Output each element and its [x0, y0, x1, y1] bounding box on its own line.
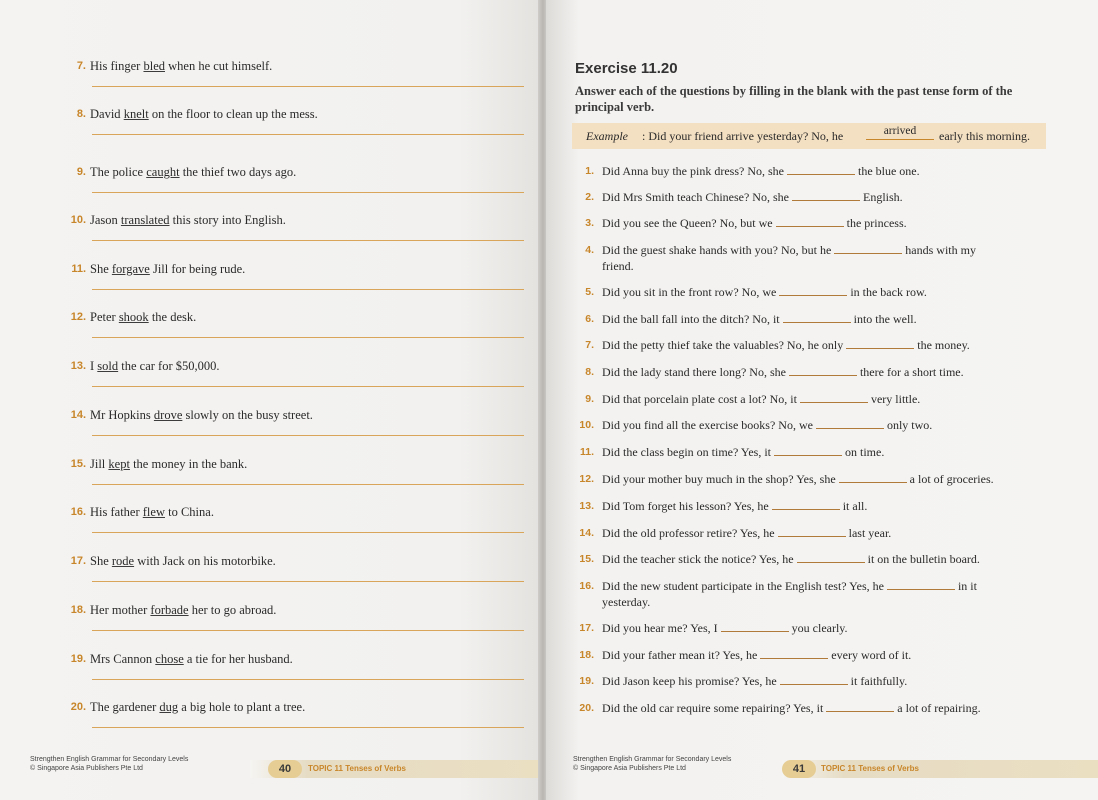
question-end: every word of it.	[831, 648, 912, 662]
question-item	[572, 215, 1042, 231]
answer-blank[interactable]	[783, 311, 851, 323]
item-number: 7.	[585, 339, 594, 351]
question-text	[602, 498, 867, 514]
underlined-verb: dug	[159, 700, 179, 714]
sentence-end: when he cut himself.	[165, 59, 273, 73]
question-text	[602, 551, 980, 567]
publisher-line: Strengthen English Grammar for Secondary Levels	[573, 756, 732, 763]
question-end: a lot of repairing.	[897, 701, 981, 715]
item-sentence	[90, 309, 196, 325]
answer-line[interactable]	[92, 386, 524, 387]
question-item	[572, 578, 1042, 610]
sentence-end: her to go abroad.	[188, 603, 277, 617]
exercise-item	[64, 106, 524, 142]
exercise-item	[64, 58, 524, 94]
question-start: Did the class begin on time? Yes, it	[602, 445, 771, 459]
item-number: 14.	[579, 527, 594, 539]
question-end: very little.	[870, 392, 921, 406]
question-start: Did your mother buy much in the shop? Yes, she	[602, 472, 836, 486]
item-number: 15.	[70, 458, 86, 470]
sentence-start: His father	[90, 505, 143, 519]
exercise-item	[64, 651, 524, 687]
example-box	[572, 123, 1046, 149]
question-end: the blue one.	[857, 164, 920, 178]
sentence-end: the car for $50,000.	[118, 359, 220, 373]
question-start: Did the new student participate in the English test? Yes, he	[602, 579, 884, 593]
item-sentence	[90, 407, 313, 423]
exercise-item	[64, 358, 524, 394]
question-item	[572, 337, 1042, 353]
left-publisher-credit	[30, 755, 188, 773]
question-start: Did the teacher stick the notice? Yes, he	[602, 552, 794, 566]
underlined-verb: chose	[155, 652, 184, 666]
copyright-line: © Singapore Asia Publishers Pte Ltd	[573, 765, 686, 772]
item-sentence	[90, 602, 276, 618]
sentence-end: to China.	[164, 505, 214, 519]
exercise-item	[64, 309, 524, 345]
sentence-start: Mrs Cannon	[90, 652, 156, 666]
sentence-start: Mr Hopkins	[90, 408, 154, 422]
question-item	[572, 391, 1042, 407]
example-after: early this morning.	[939, 129, 1030, 143]
left-topic-label: TOPIC 11 Tenses of Verbs	[308, 764, 406, 773]
question-text	[602, 647, 911, 663]
question-text	[602, 189, 903, 205]
left-page-number: 40	[268, 760, 302, 778]
sentence-end: the money in the bank.	[129, 457, 248, 471]
item-number: 7.	[76, 60, 86, 72]
question-item	[572, 551, 1042, 567]
answer-blank[interactable]	[772, 498, 840, 510]
question-item	[572, 471, 1042, 487]
item-number: 19.	[579, 675, 594, 687]
question-text	[602, 215, 907, 231]
question-text	[602, 364, 964, 380]
item-sentence	[90, 358, 220, 374]
question-item	[572, 525, 1042, 541]
sentence-end: a tie for her husband.	[183, 652, 293, 666]
answer-blank[interactable]	[721, 620, 789, 632]
item-number: 8.	[585, 366, 594, 378]
question-start: Did you find all the exercise books? No, we	[602, 418, 813, 432]
copyright-line: © Singapore Asia Publishers Pte Ltd	[30, 765, 143, 772]
item-number: 15.	[579, 553, 594, 565]
sentence-start: She	[90, 262, 112, 276]
exercise-item	[64, 407, 524, 443]
question-start: Did you hear me? Yes, I	[602, 621, 718, 635]
answer-line[interactable]	[92, 581, 524, 582]
answer-blank[interactable]	[792, 189, 860, 201]
question-text	[602, 163, 920, 179]
underlined-verb: knelt	[123, 107, 149, 121]
answer-line[interactable]	[92, 337, 524, 338]
question-end: there for a short time.	[859, 365, 964, 379]
answer-blank[interactable]	[779, 284, 847, 296]
answer-line[interactable]	[92, 192, 524, 193]
question-item	[572, 242, 1042, 274]
exercise-item	[64, 261, 524, 297]
sentence-start: The gardener	[90, 700, 160, 714]
sentence-end: slowly on the busy street.	[182, 408, 313, 422]
exercise-item	[64, 504, 524, 540]
question-end: last year.	[848, 526, 892, 540]
item-sentence	[90, 699, 305, 715]
answer-blank[interactable]	[800, 391, 868, 403]
question-start: Did the lady stand there long? No, she	[602, 365, 786, 379]
item-number: 10.	[70, 214, 86, 226]
question-item	[572, 444, 1042, 460]
item-number: 14.	[70, 409, 86, 421]
question-end: hands with my	[905, 243, 976, 257]
item-sentence	[90, 58, 272, 74]
question-start: Did the old professor retire? Yes, he	[602, 526, 775, 540]
answer-blank[interactable]	[774, 444, 842, 456]
exercise-item	[64, 553, 524, 589]
item-sentence	[90, 456, 247, 472]
item-number: 6.	[585, 313, 594, 325]
example-label: Example	[586, 129, 628, 143]
answer-blank[interactable]	[787, 163, 855, 175]
sentence-end: on the floor to clean up the mess.	[148, 107, 318, 121]
question-end: it all.	[842, 499, 868, 513]
question-continuation: yesterday.	[602, 595, 651, 609]
question-start: Did your father mean it? Yes, he	[602, 648, 758, 662]
sentence-start: She	[90, 554, 112, 568]
item-sentence	[90, 212, 286, 228]
sentence-start: The police	[90, 165, 147, 179]
question-text	[602, 337, 970, 353]
question-end: the money.	[917, 338, 970, 352]
sentence-start: His finger	[90, 59, 144, 73]
question-start: Did the ball fall into the ditch? No, it	[602, 312, 780, 326]
example-question: : Did your friend arrive yesterday? No, he	[642, 129, 844, 143]
sentence-start: Her mother	[90, 603, 151, 617]
item-number: 13.	[70, 360, 86, 372]
right-topic-label: TOPIC 11 Tenses of Verbs	[821, 764, 919, 773]
item-number: 10.	[579, 419, 594, 431]
underlined-verb: bled	[143, 59, 165, 73]
right-page-number: 41	[782, 760, 816, 778]
item-sentence	[90, 504, 214, 520]
item-number: 18.	[579, 649, 594, 661]
question-start: Did Jason keep his promise? Yes, he	[602, 674, 777, 688]
sentence-end: Jill for being rude.	[149, 262, 246, 276]
answer-blank[interactable]	[826, 700, 894, 712]
underlined-verb: rode	[111, 554, 135, 568]
item-number: 3.	[585, 217, 594, 229]
question-start: Did Tom forget his lesson? Yes, he	[602, 499, 769, 513]
answer-line[interactable]	[92, 484, 524, 485]
question-text	[602, 242, 976, 258]
answer-blank[interactable]	[834, 242, 902, 254]
item-number: 12.	[70, 311, 86, 323]
sentence-end: a big hole to plant a tree.	[178, 700, 306, 714]
right-page	[546, 0, 1098, 800]
exercise-title: Exercise 11.20	[575, 60, 678, 77]
question-text	[602, 444, 884, 460]
answer-blank[interactable]	[816, 417, 884, 429]
question-text	[602, 578, 977, 594]
question-end: the princess.	[846, 216, 907, 230]
question-start: Did the petty thief take the valuables? No, he only	[602, 338, 844, 352]
answer-blank[interactable]	[780, 673, 848, 685]
question-text	[602, 311, 917, 327]
question-text	[602, 471, 994, 487]
question-end: in the back row.	[850, 285, 927, 299]
answer-blank[interactable]	[797, 551, 865, 563]
answer-line[interactable]	[92, 727, 524, 728]
item-number: 9.	[585, 393, 594, 405]
answer-line[interactable]	[92, 435, 524, 436]
question-start: Did that porcelain plate cost a lot? No, it	[602, 392, 797, 406]
underlined-verb: forbade	[150, 603, 189, 617]
item-number: 4.	[585, 244, 594, 256]
question-end: only two.	[886, 418, 933, 432]
question-text	[602, 673, 907, 689]
question-item	[572, 673, 1042, 689]
question-end: you clearly.	[791, 621, 848, 635]
question-item	[572, 364, 1042, 380]
question-item	[572, 284, 1042, 300]
question-start: Did you sit in the front row? No, we	[602, 285, 777, 299]
sentence-end: with Jack on his motorbike.	[134, 554, 276, 568]
sentence-start: Jason	[90, 213, 121, 227]
question-item	[572, 620, 1042, 636]
underlined-verb: forgave	[111, 262, 150, 276]
answer-line[interactable]	[92, 240, 524, 241]
question-start: Did the old car require some repairing? Yes, it	[602, 701, 824, 715]
example-answer: arrived	[866, 125, 934, 140]
question-item	[572, 311, 1042, 327]
sentence-start: Jill	[90, 457, 109, 471]
question-text	[602, 700, 981, 716]
question-start: Did you see the Queen? No, but we	[602, 216, 773, 230]
question-start: Did Mrs Smith teach Chinese? No, she	[602, 190, 789, 204]
answer-line[interactable]	[92, 289, 524, 290]
exercise-instructions: Answer each of the questions by filling in the blank with the past tense form of the principal verb.	[575, 84, 1013, 114]
underlined-verb: shook	[118, 310, 149, 324]
item-number: 16.	[579, 580, 594, 592]
item-number: 20.	[70, 701, 86, 713]
item-number: 19.	[70, 653, 86, 665]
item-number: 17.	[70, 555, 86, 567]
question-end: into the well.	[853, 312, 917, 326]
underlined-verb: flew	[142, 505, 165, 519]
question-continuation: friend.	[602, 259, 634, 273]
answer-blank[interactable]	[778, 525, 846, 537]
answer-line[interactable]	[92, 86, 524, 87]
item-number: 11.	[71, 263, 86, 275]
item-number: 18.	[70, 604, 86, 616]
question-item	[572, 163, 1042, 179]
item-number: 13.	[579, 500, 594, 512]
question-item	[572, 498, 1042, 514]
item-number: 17.	[579, 622, 594, 634]
item-number: 9.	[76, 166, 86, 178]
exercise-item	[64, 456, 524, 492]
answer-line[interactable]	[92, 679, 524, 680]
underlined-verb: drove	[153, 408, 183, 422]
item-number: 8.	[76, 108, 86, 120]
question-start: Did Anna buy the pink dress? No, she	[602, 164, 784, 178]
item-number: 16.	[70, 506, 86, 518]
answer-blank[interactable]	[776, 215, 844, 227]
question-item	[572, 647, 1042, 663]
exercise-item	[64, 699, 524, 735]
exercise-item	[64, 602, 524, 638]
question-end: in it	[957, 579, 977, 593]
item-sentence	[90, 553, 276, 569]
left-page	[0, 0, 540, 800]
question-end: on time.	[844, 445, 885, 459]
question-end: it faithfully.	[850, 674, 908, 688]
question-text	[602, 284, 927, 300]
question-end: a lot of groceries.	[909, 472, 994, 486]
answer-blank[interactable]	[846, 337, 914, 349]
question-text	[602, 620, 848, 636]
answer-line[interactable]	[92, 134, 524, 135]
answer-blank[interactable]	[789, 364, 857, 376]
underlined-verb: caught	[146, 165, 180, 179]
underlined-verb: sold	[97, 359, 119, 373]
sentence-end: this story into English.	[169, 213, 286, 227]
sentence-start: David	[90, 107, 124, 121]
answer-blank[interactable]	[887, 578, 955, 590]
item-number: 1.	[585, 165, 594, 177]
question-text	[602, 391, 920, 407]
question-text	[602, 525, 891, 541]
answer-line[interactable]	[92, 630, 524, 631]
sentence-start: I	[90, 359, 98, 373]
item-number: 2.	[585, 191, 594, 203]
sentence-end: the desk.	[148, 310, 197, 324]
question-text	[602, 417, 932, 433]
item-number: 12.	[579, 473, 594, 485]
item-sentence	[90, 106, 318, 122]
underlined-verb: translated	[120, 213, 170, 227]
answer-line[interactable]	[92, 532, 524, 533]
item-number: 5.	[585, 286, 594, 298]
exercise-item	[64, 164, 524, 200]
item-number: 20.	[579, 702, 594, 714]
item-sentence	[90, 164, 296, 180]
sentence-start: Peter	[90, 310, 119, 324]
right-publisher-credit	[573, 755, 731, 773]
sentence-end: the thief two days ago.	[179, 165, 297, 179]
answer-blank[interactable]	[760, 647, 828, 659]
answer-blank[interactable]	[839, 471, 907, 483]
underlined-verb: kept	[108, 457, 130, 471]
item-sentence	[90, 261, 245, 277]
item-sentence	[90, 651, 293, 667]
question-item	[572, 189, 1042, 205]
question-item	[572, 700, 1042, 716]
question-item	[572, 417, 1042, 433]
exercise-item	[64, 212, 524, 248]
question-start: Did the guest shake hands with you? No, but he	[602, 243, 832, 257]
question-end: it on the bulletin board.	[867, 552, 980, 566]
publisher-line: Strengthen English Grammar for Secondary Levels	[30, 756, 189, 763]
item-number: 11.	[579, 446, 594, 458]
question-end: English.	[862, 190, 903, 204]
